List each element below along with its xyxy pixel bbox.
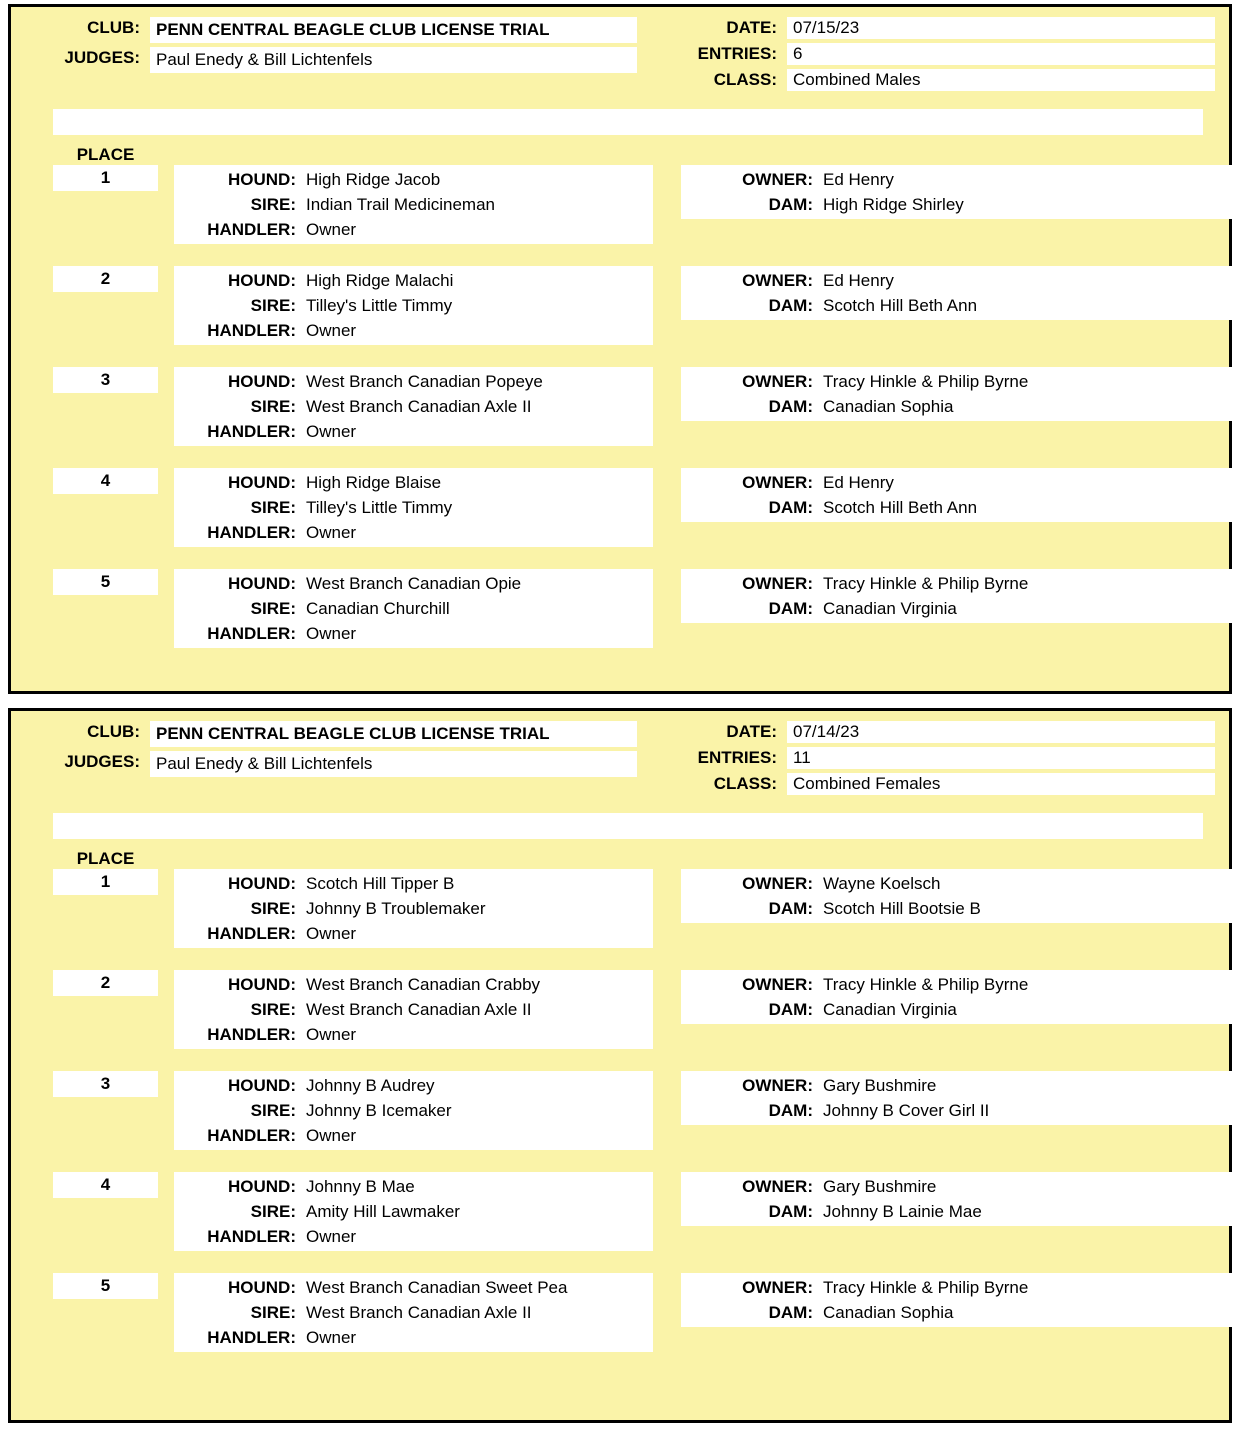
sire-label: SIRE: — [250, 599, 296, 618]
hound-value: High Ridge Blaise — [306, 473, 442, 492]
owner-value: Gary Bushmire — [823, 1177, 937, 1196]
date-row — [637, 17, 1215, 39]
owner-value: Ed Henry — [823, 473, 894, 492]
hound-field — [174, 571, 653, 596]
owner-field — [681, 268, 1236, 293]
handler-value: Owner — [306, 321, 357, 340]
handler-field — [174, 1123, 653, 1148]
handler-label: HANDLER: — [207, 1025, 296, 1044]
sire-field — [174, 192, 653, 217]
sheet-header — [25, 721, 1215, 799]
hound-label: HOUND: — [228, 574, 296, 593]
owner-value: Tracy Hinkle & Philip Byrne — [823, 372, 1029, 391]
dam-label: DAM: — [768, 899, 813, 918]
sire-value: Canadian Churchill — [306, 599, 450, 618]
handler-label: HANDLER: — [207, 1126, 296, 1145]
hound-value: West Branch Canadian Popeye — [306, 372, 543, 391]
sire-value: Amity Hill Lawmaker — [306, 1202, 460, 1221]
owner-value: Tracy Hinkle & Philip Byrne — [823, 975, 1029, 994]
sire-label: SIRE: — [250, 1202, 296, 1221]
hound-value: High Ridge Jacob — [306, 170, 441, 189]
hound-field — [174, 972, 653, 997]
result-row — [25, 468, 1215, 547]
sire-value: West Branch Canadian Axle II — [306, 1303, 532, 1322]
result-row — [25, 869, 1215, 948]
result-row — [25, 367, 1215, 446]
dam-field — [681, 1098, 1236, 1123]
owner-label: OWNER: — [742, 1278, 813, 1297]
dam-value: High Ridge Shirley — [823, 195, 964, 214]
hound-value: West Branch Canadian Sweet Pea — [306, 1278, 568, 1297]
handler-field — [174, 318, 653, 343]
club-row — [25, 721, 637, 747]
class-label: CLASS: — [713, 774, 777, 793]
hound-field — [174, 167, 653, 192]
owner-field — [681, 1174, 1236, 1199]
handler-label: HANDLER: — [207, 1227, 296, 1246]
result-row — [25, 1273, 1215, 1352]
owner-field — [681, 972, 1236, 997]
owner-value: Ed Henry — [823, 271, 894, 290]
result-row — [25, 1071, 1215, 1150]
hound-value: Scotch Hill Tipper B — [306, 874, 455, 893]
owner-label: OWNER: — [742, 574, 813, 593]
owner-block — [681, 165, 1236, 219]
place-value: 2 — [53, 970, 158, 996]
sire-field — [174, 1199, 653, 1224]
header-left — [25, 17, 637, 77]
owner-label: OWNER: — [742, 271, 813, 290]
owner-block — [681, 1273, 1236, 1327]
owner-block — [681, 1071, 1236, 1125]
hound-label: HOUND: — [228, 271, 296, 290]
trial-sheet-males — [8, 4, 1232, 694]
hound-value: High Ridge Malachi — [306, 271, 454, 290]
hound-value: West Branch Canadian Opie — [306, 574, 522, 593]
hound-block — [174, 468, 653, 547]
owner-value: Tracy Hinkle & Philip Byrne — [823, 574, 1029, 593]
handler-field — [174, 217, 653, 242]
header-spacer-band — [53, 109, 1203, 135]
sire-label: SIRE: — [250, 397, 296, 416]
hound-field — [174, 1275, 653, 1300]
owner-block — [681, 266, 1236, 320]
entries-label: ENTRIES: — [697, 44, 777, 63]
hound-label: HOUND: — [228, 372, 296, 391]
result-row — [25, 970, 1215, 1049]
place-column-header: PLACE — [76, 145, 135, 164]
owner-field — [681, 167, 1236, 192]
owner-block — [681, 569, 1236, 623]
handler-label: HANDLER: — [207, 624, 296, 643]
sire-label: SIRE: — [250, 1303, 296, 1322]
owner-field — [681, 1275, 1236, 1300]
place-value: 5 — [53, 1273, 158, 1299]
dam-field — [681, 596, 1236, 621]
hound-label: HOUND: — [228, 1177, 296, 1196]
hound-label: HOUND: — [228, 473, 296, 492]
sire-value: West Branch Canadian Axle II — [306, 397, 532, 416]
handler-value: Owner — [306, 523, 357, 542]
result-row — [25, 165, 1215, 244]
club-row — [25, 17, 637, 43]
owner-field — [681, 1073, 1236, 1098]
owner-block — [681, 367, 1236, 421]
owner-label: OWNER: — [742, 874, 813, 893]
owner-label: OWNER: — [742, 1076, 813, 1095]
owner-value: Ed Henry — [823, 170, 894, 189]
sire-value: Tilley's Little Timmy — [306, 296, 453, 315]
owner-field — [681, 871, 1236, 896]
handler-value: Owner — [306, 220, 357, 239]
class-label: CLASS: — [713, 70, 777, 89]
result-row — [25, 1172, 1215, 1251]
judges-label: JUDGES: — [64, 752, 140, 771]
hound-value: West Branch Canadian Crabby — [306, 975, 541, 994]
sire-label: SIRE: — [250, 498, 296, 517]
owner-block — [681, 869, 1236, 923]
place-value: 4 — [53, 1172, 158, 1198]
sire-value: Johnny B Icemaker — [306, 1101, 452, 1120]
sire-value: Indian Trail Medicineman — [306, 195, 495, 214]
owner-value: Tracy Hinkle & Philip Byrne — [823, 1278, 1029, 1297]
dam-label: DAM: — [768, 397, 813, 416]
owner-block — [681, 970, 1236, 1024]
entries-row — [637, 747, 1215, 769]
handler-label: HANDLER: — [207, 1328, 296, 1347]
hound-block — [174, 165, 653, 244]
owner-label: OWNER: — [742, 170, 813, 189]
hound-field — [174, 369, 653, 394]
handler-field — [174, 1022, 653, 1047]
dam-label: DAM: — [768, 1303, 813, 1322]
sire-value: Johnny B Troublemaker — [306, 899, 486, 918]
hound-block — [174, 869, 653, 948]
owner-label: OWNER: — [742, 372, 813, 391]
hound-label: HOUND: — [228, 874, 296, 893]
header-right — [637, 721, 1215, 799]
place-column-header: PLACE — [76, 849, 135, 868]
owner-field — [681, 470, 1236, 495]
hound-value: Johnny B Audrey — [306, 1076, 435, 1095]
entries-value: 11 — [787, 747, 1215, 769]
result-row — [25, 569, 1215, 648]
result-row — [25, 266, 1215, 345]
dam-value: Scotch Hill Beth Ann — [823, 498, 978, 517]
club-label: CLUB: — [87, 18, 140, 37]
place-value: 3 — [53, 367, 158, 393]
sire-value: Tilley's Little Timmy — [306, 498, 453, 517]
hound-field — [174, 470, 653, 495]
hound-block — [174, 367, 653, 446]
sire-label: SIRE: — [250, 296, 296, 315]
dam-value: Scotch Hill Bootsie B — [823, 899, 981, 918]
hound-field — [174, 268, 653, 293]
dam-label: DAM: — [768, 1101, 813, 1120]
dam-value: Johnny B Lainie Mae — [823, 1202, 982, 1221]
sire-label: SIRE: — [250, 195, 296, 214]
dam-value: Johnny B Cover Girl II — [823, 1101, 990, 1120]
sire-field — [174, 997, 653, 1022]
place-value: 1 — [53, 165, 158, 191]
handler-label: HANDLER: — [207, 220, 296, 239]
header-spacer-band — [53, 813, 1203, 839]
class-row — [637, 69, 1215, 91]
class-value: Combined Females — [787, 773, 1215, 795]
owner-value: Wayne Koelsch — [823, 874, 941, 893]
header-left — [25, 721, 637, 781]
owner-value: Gary Bushmire — [823, 1076, 937, 1095]
hound-block — [174, 1172, 653, 1251]
sire-label: SIRE: — [250, 1101, 296, 1120]
date-label: DATE: — [726, 18, 777, 37]
place-value: 5 — [53, 569, 158, 595]
club-value: PENN CENTRAL BEAGLE CLUB LICENSE TRIAL — [150, 721, 637, 747]
entries-value: 6 — [787, 43, 1215, 65]
handler-value: Owner — [306, 624, 357, 643]
handler-field — [174, 621, 653, 646]
hound-block — [174, 1273, 653, 1352]
place-value: 4 — [53, 468, 158, 494]
place-value: 3 — [53, 1071, 158, 1097]
handler-label: HANDLER: — [207, 422, 296, 441]
dam-field — [681, 997, 1236, 1022]
handler-label: HANDLER: — [207, 321, 296, 340]
date-row — [637, 721, 1215, 743]
dam-label: DAM: — [768, 1202, 813, 1221]
hound-block — [174, 970, 653, 1049]
dam-field — [681, 394, 1236, 419]
owner-label: OWNER: — [742, 473, 813, 492]
dam-field — [681, 192, 1236, 217]
class-row — [637, 773, 1215, 795]
hound-label: HOUND: — [228, 1076, 296, 1095]
trial-sheet-females — [8, 708, 1232, 1423]
place-value: 1 — [53, 869, 158, 895]
dam-label: DAM: — [768, 498, 813, 517]
date-value: 07/14/23 — [787, 721, 1215, 743]
sire-field — [174, 394, 653, 419]
owner-block — [681, 1172, 1236, 1226]
sire-field — [174, 596, 653, 621]
handler-label: HANDLER: — [207, 924, 296, 943]
judges-value: Paul Enedy & Bill Lichtenfels — [150, 47, 637, 73]
handler-field — [174, 1224, 653, 1249]
sire-field — [174, 293, 653, 318]
handler-value: Owner — [306, 1025, 357, 1044]
dam-value: Canadian Virginia — [823, 1000, 957, 1019]
hound-block — [174, 266, 653, 345]
hound-block — [174, 569, 653, 648]
hound-value: Johnny B Mae — [306, 1177, 415, 1196]
class-value: Combined Males — [787, 69, 1215, 91]
hound-label: HOUND: — [228, 1278, 296, 1297]
handler-label: HANDLER: — [207, 523, 296, 542]
hound-field — [174, 1073, 653, 1098]
handler-value: Owner — [306, 1227, 357, 1246]
date-value: 07/15/23 — [787, 17, 1215, 39]
handler-value: Owner — [306, 924, 357, 943]
entries-row — [637, 43, 1215, 65]
dam-value: Canadian Sophia — [823, 1303, 954, 1322]
handler-value: Owner — [306, 1328, 357, 1347]
dam-value: Canadian Sophia — [823, 397, 954, 416]
handler-field — [174, 419, 653, 444]
sire-field — [174, 896, 653, 921]
sire-label: SIRE: — [250, 899, 296, 918]
hound-label: HOUND: — [228, 170, 296, 189]
owner-block — [681, 468, 1236, 522]
hound-block — [174, 1071, 653, 1150]
handler-field — [174, 921, 653, 946]
hound-label: HOUND: — [228, 975, 296, 994]
dam-value: Canadian Virginia — [823, 599, 957, 618]
club-label: CLUB: — [87, 722, 140, 741]
owner-field — [681, 369, 1236, 394]
dam-field — [681, 896, 1236, 921]
judges-value: Paul Enedy & Bill Lichtenfels — [150, 751, 637, 777]
handler-field — [174, 1325, 653, 1350]
dam-label: DAM: — [768, 599, 813, 618]
dam-label: DAM: — [768, 195, 813, 214]
hound-field — [174, 1174, 653, 1199]
sire-value: West Branch Canadian Axle II — [306, 1000, 532, 1019]
dam-field — [681, 293, 1236, 318]
handler-value: Owner — [306, 1126, 357, 1145]
owner-label: OWNER: — [742, 1177, 813, 1196]
hound-field — [174, 871, 653, 896]
sire-field — [174, 1300, 653, 1325]
date-label: DATE: — [726, 722, 777, 741]
place-value: 2 — [53, 266, 158, 292]
club-value: PENN CENTRAL BEAGLE CLUB LICENSE TRIAL — [150, 17, 637, 43]
dam-field — [681, 1300, 1236, 1325]
sire-field — [174, 1098, 653, 1123]
dam-label: DAM: — [768, 296, 813, 315]
owner-label: OWNER: — [742, 975, 813, 994]
sire-label: SIRE: — [250, 1000, 296, 1019]
handler-value: Owner — [306, 422, 357, 441]
sheet-header — [25, 17, 1215, 95]
judges-label: JUDGES: — [64, 48, 140, 67]
handler-field — [174, 520, 653, 545]
judges-row — [25, 47, 637, 73]
dam-field — [681, 1199, 1236, 1224]
sire-field — [174, 495, 653, 520]
dam-label: DAM: — [768, 1000, 813, 1019]
owner-field — [681, 571, 1236, 596]
dam-value: Scotch Hill Beth Ann — [823, 296, 978, 315]
header-right — [637, 17, 1215, 95]
dam-field — [681, 495, 1236, 520]
entries-label: ENTRIES: — [697, 748, 777, 767]
judges-row — [25, 751, 637, 777]
